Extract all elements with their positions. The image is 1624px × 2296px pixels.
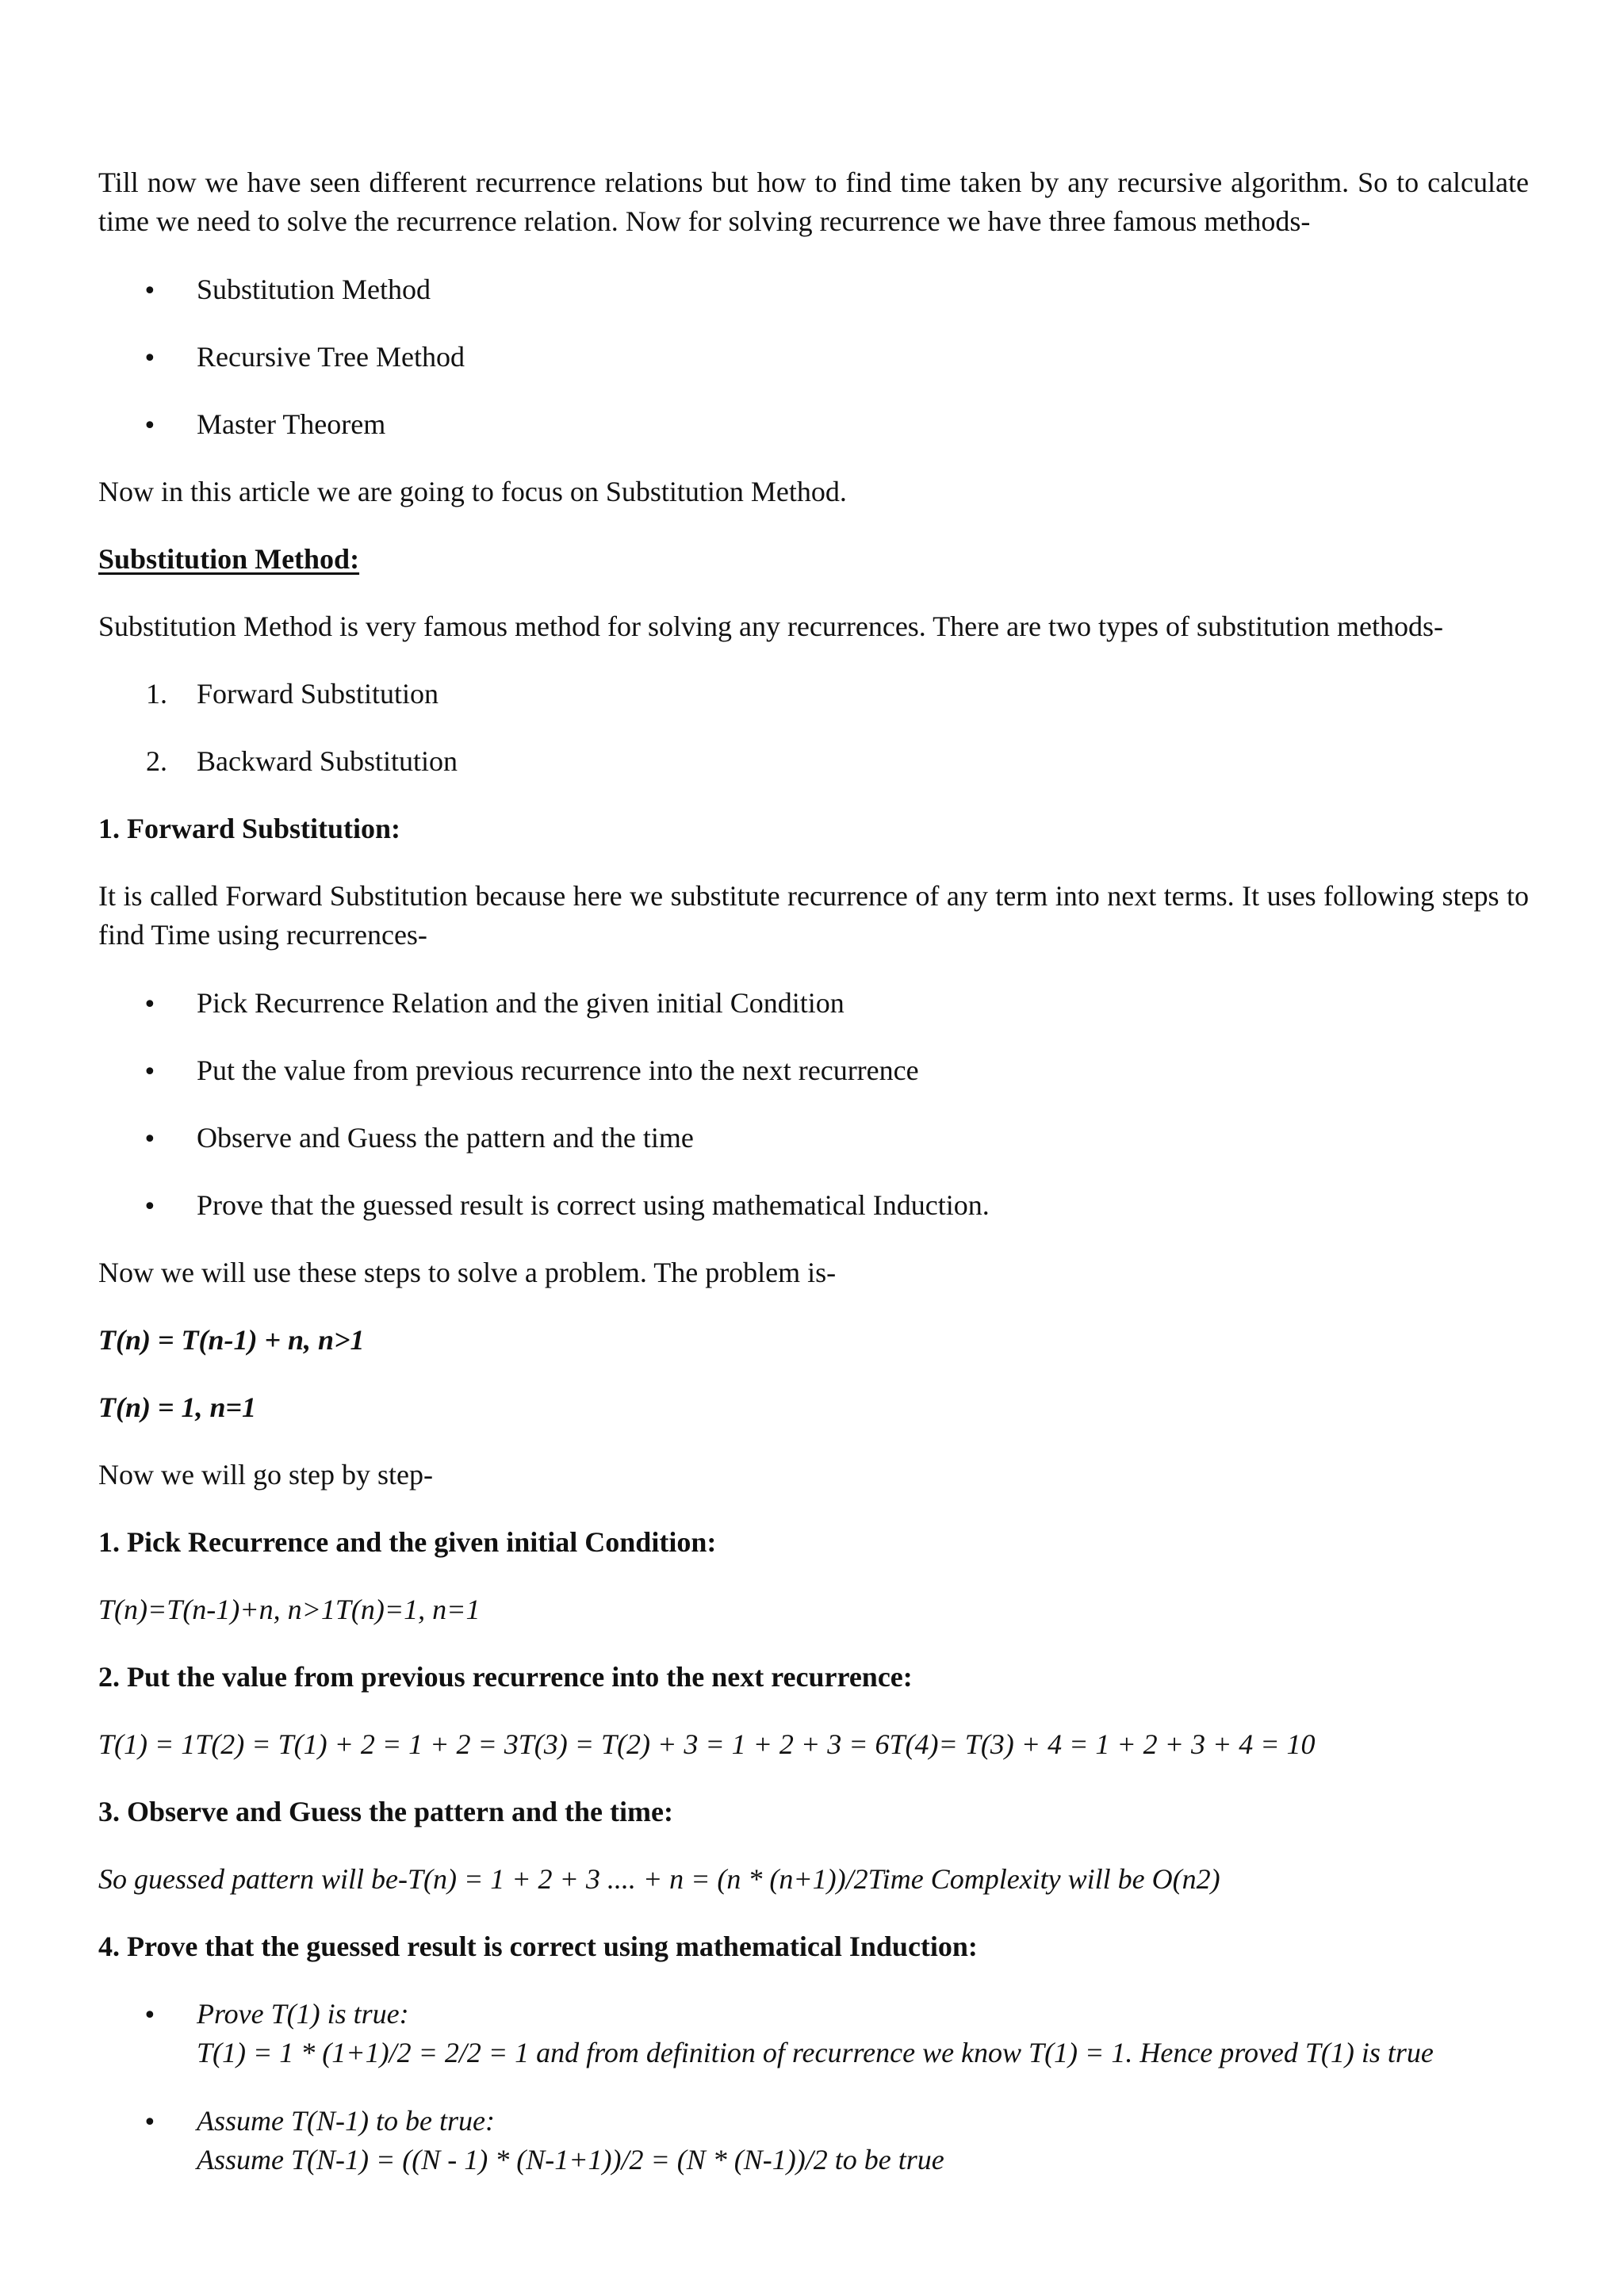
proof-title: Assume T(N-1) to be true:: [197, 2105, 495, 2137]
step1-heading: 1. Pick Recurrence and the given initial Condition:: [98, 1526, 717, 1558]
bullet-icon: [143, 338, 174, 378]
equation-base-case: T(n) = 1, n=1: [98, 1391, 257, 1423]
method-list-item: [98, 338, 1529, 377]
focus-paragraph: Now in this article we are going to focus on Substitution Method.: [98, 476, 847, 507]
substitution-description: Substitution Method is very famous method for solving any recurrences. There are two types of substitution methods-: [98, 610, 1444, 642]
list-number: 2.: [146, 745, 167, 777]
bullet-icon: [143, 405, 174, 446]
problem-intro: Now we will use these steps to solve a problem. The problem is-: [98, 1257, 837, 1288]
method-list-item: [98, 270, 1529, 309]
method-label: Substitution Method: [197, 274, 431, 305]
proof-body: Assume T(N-1) = ((N - 1) * (N-1+1))/2 = (N * (N-1))/2 to be true: [197, 2144, 944, 2175]
method-label: Master Theorem: [197, 408, 386, 440]
bullet-icon: [143, 1051, 174, 1092]
step2-heading: 2. Put the value from previous recurrence into the next recurrence:: [98, 1661, 913, 1693]
proof-list-item: [98, 1995, 1529, 2072]
type-label: Forward Substitution: [197, 678, 439, 710]
bullet-icon: [143, 1995, 174, 2035]
proof-content: [197, 2102, 1529, 2179]
bullet-icon: [143, 1119, 174, 1159]
method-label: Recursive Tree Method: [197, 341, 465, 373]
method-list-item: [98, 405, 1529, 444]
bullet-icon: [143, 984, 174, 1024]
forward-description: It is called Forward Substitution because here we substitute recurrence of any term into next terms. It uses following steps to find Time using recurrences-: [98, 880, 1529, 951]
substitution-heading: Substitution Method:: [98, 543, 360, 575]
intro-paragraph: Till now we have seen different recurrence relations but how to find time taken by any recursive algorithm. So to calculate time we need to solve the recurrence relation. Now for solving recurrence we have three famous methods-: [98, 166, 1529, 237]
list-number: 1.: [146, 678, 167, 710]
proof-title: Prove T(1) is true:: [197, 1998, 409, 2030]
step-list-item: [98, 1119, 1529, 1158]
bullet-icon: [143, 270, 174, 311]
step-list-item: [98, 1186, 1529, 1225]
proof-content: [197, 1995, 1529, 2072]
proof-list-item: [98, 2102, 1529, 2179]
step-label: Put the value from previous recurrence into the next recurrence: [197, 1054, 919, 1086]
forward-heading: 1. Forward Substitution:: [98, 813, 401, 844]
step3-body: So guessed pattern will be-T(n) = 1 + 2 + 3 .... + n = (n * (n+1))/2Time Complexity will be O(n2): [98, 1863, 1220, 1895]
step-list-item: [98, 1051, 1529, 1090]
step-label: Prove that the guessed result is correct using mathematical Induction.: [197, 1189, 990, 1221]
step-label: Pick Recurrence Relation and the given initial Condition: [197, 987, 845, 1019]
type-list-item: [98, 675, 1529, 714]
step-label: Observe and Guess the pattern and the time: [197, 1122, 694, 1154]
step4-heading: 4. Prove that the guessed result is correct using mathematical Induction:: [98, 1931, 978, 1962]
step-by-step-text: Now we will go step by step-: [98, 1459, 433, 1490]
step2-body: T(1) = 1T(2) = T(1) + 2 = 1 + 2 = 3T(3) = T(2) + 3 = 1 + 2 + 3 = 6T(4)= T(3) + 4 = 1 + 2 + 3 + 4 = 10: [98, 1728, 1316, 1760]
proof-body: T(1) = 1 * (1+1)/2 = 2/2 = 1 and from definition of recurrence we know T(1) = 1. Hence proved T(1) is true: [197, 2037, 1434, 2068]
step-list-item: [98, 984, 1529, 1023]
bullet-icon: [143, 1186, 174, 1226]
type-label: Backward Substitution: [197, 745, 458, 777]
bullet-icon: [143, 2102, 174, 2142]
equation-recurrence: T(n) = T(n-1) + n, n>1: [98, 1324, 365, 1356]
step3-heading: 3. Observe and Guess the pattern and the time:: [98, 1796, 673, 1827]
type-list-item: [98, 742, 1529, 781]
step1-body: T(n)=T(n-1)+n, n>1T(n)=1, n=1: [98, 1594, 481, 1625]
